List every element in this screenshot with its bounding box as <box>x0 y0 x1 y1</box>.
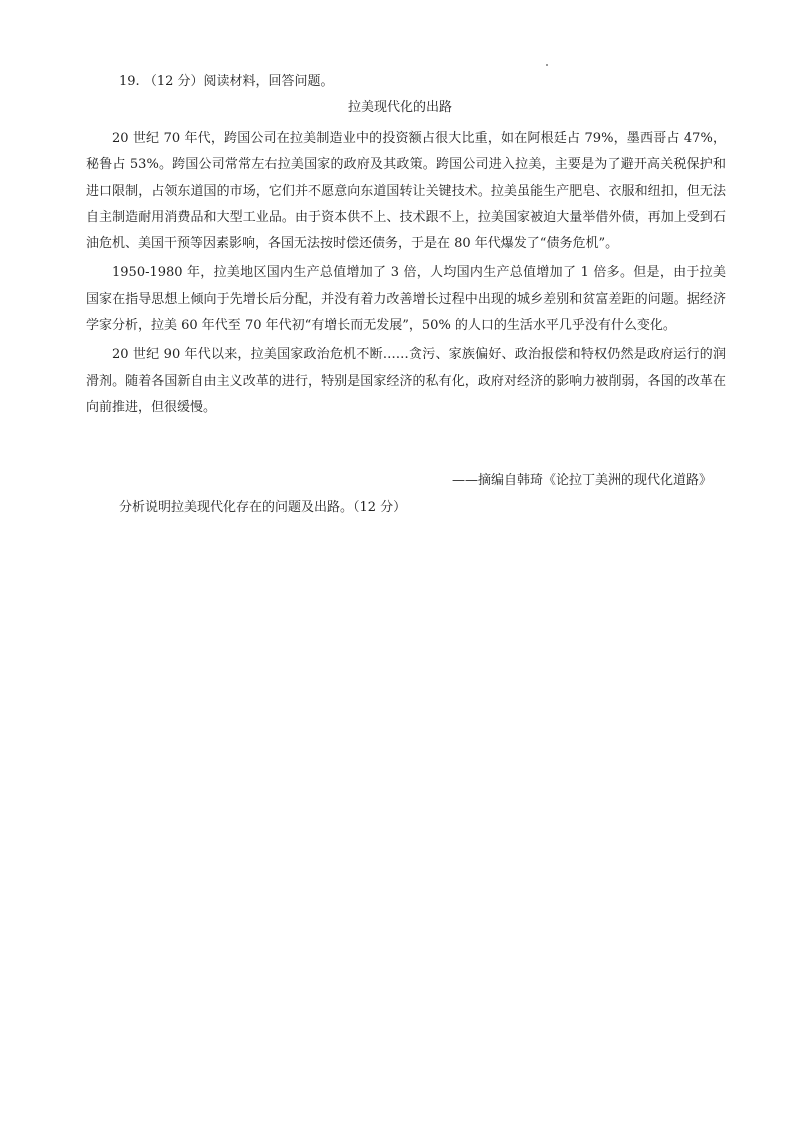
question-score: （12 分） <box>143 74 204 89</box>
passage-paragraph-3: 20 世纪 90 年代以来，拉美国家政治危机不断……贪污、家族偏好、政治报偿和特权仍然是政府运行的润滑剂。随着各国新自由主义改革的进行，特别是国家经济的私有化，政府对经济的影响力被削弱，各国的改革在向前推进，但很缓慢。 <box>86 347 726 415</box>
passage-paragraph-1: 20 世纪 70 年代，跨国公司在拉美制造业中的投资额占很大比重，如在阿根廷占 79%，墨西哥占 47%，秘鲁占 53%。跨国公司常常左右拉美国家的政府及其政策。跨国公司进入拉美，主要是为了避开高关税保护和进口限制，占领东道国的市场，它们并不愿意向东道国转让关键技术。拉美虽能生产肥皂、衣服和纽扣，但无法自主制造耐用消费品和大型工业品。由于资本供不上、技术跟不上，拉美国家被迫大量举借外债，再加上受到石油危机、美国干预等因素影响，各国无法按时偿还债务，于是在 80 年代爆发了“债务危机”。 <box>86 131 726 252</box>
scan-speck <box>546 64 548 66</box>
question-task: 分析说明拉美现代化存在的问题及出路。（12 分） <box>119 500 407 515</box>
passage-source: ——摘编自韩琦《论拉丁美洲的现代化道路》 <box>451 473 712 488</box>
passage-title: 拉美现代化的出路 <box>347 100 452 115</box>
question-instruction: 阅读材料，回答问题。 <box>203 74 334 89</box>
question-header <box>119 72 334 92</box>
passage-body <box>86 126 726 424</box>
question-number: 19. <box>119 74 140 89</box>
passage-paragraph-2: 1950-1980 年，拉美地区国内生产总值增加了 3 倍，人均国内生产总值增加了 1 倍多。但是，由于拉美国家在指导思想上倾向于先增长后分配，并没有着力改善增长过程中出现的城乡差别和贫富差距的问题。据经济学家分析，拉美 60 年代至 70 年代初“有增长而无发展”，50% 的人口的生活水平几乎没有什么变化。 <box>86 265 726 334</box>
